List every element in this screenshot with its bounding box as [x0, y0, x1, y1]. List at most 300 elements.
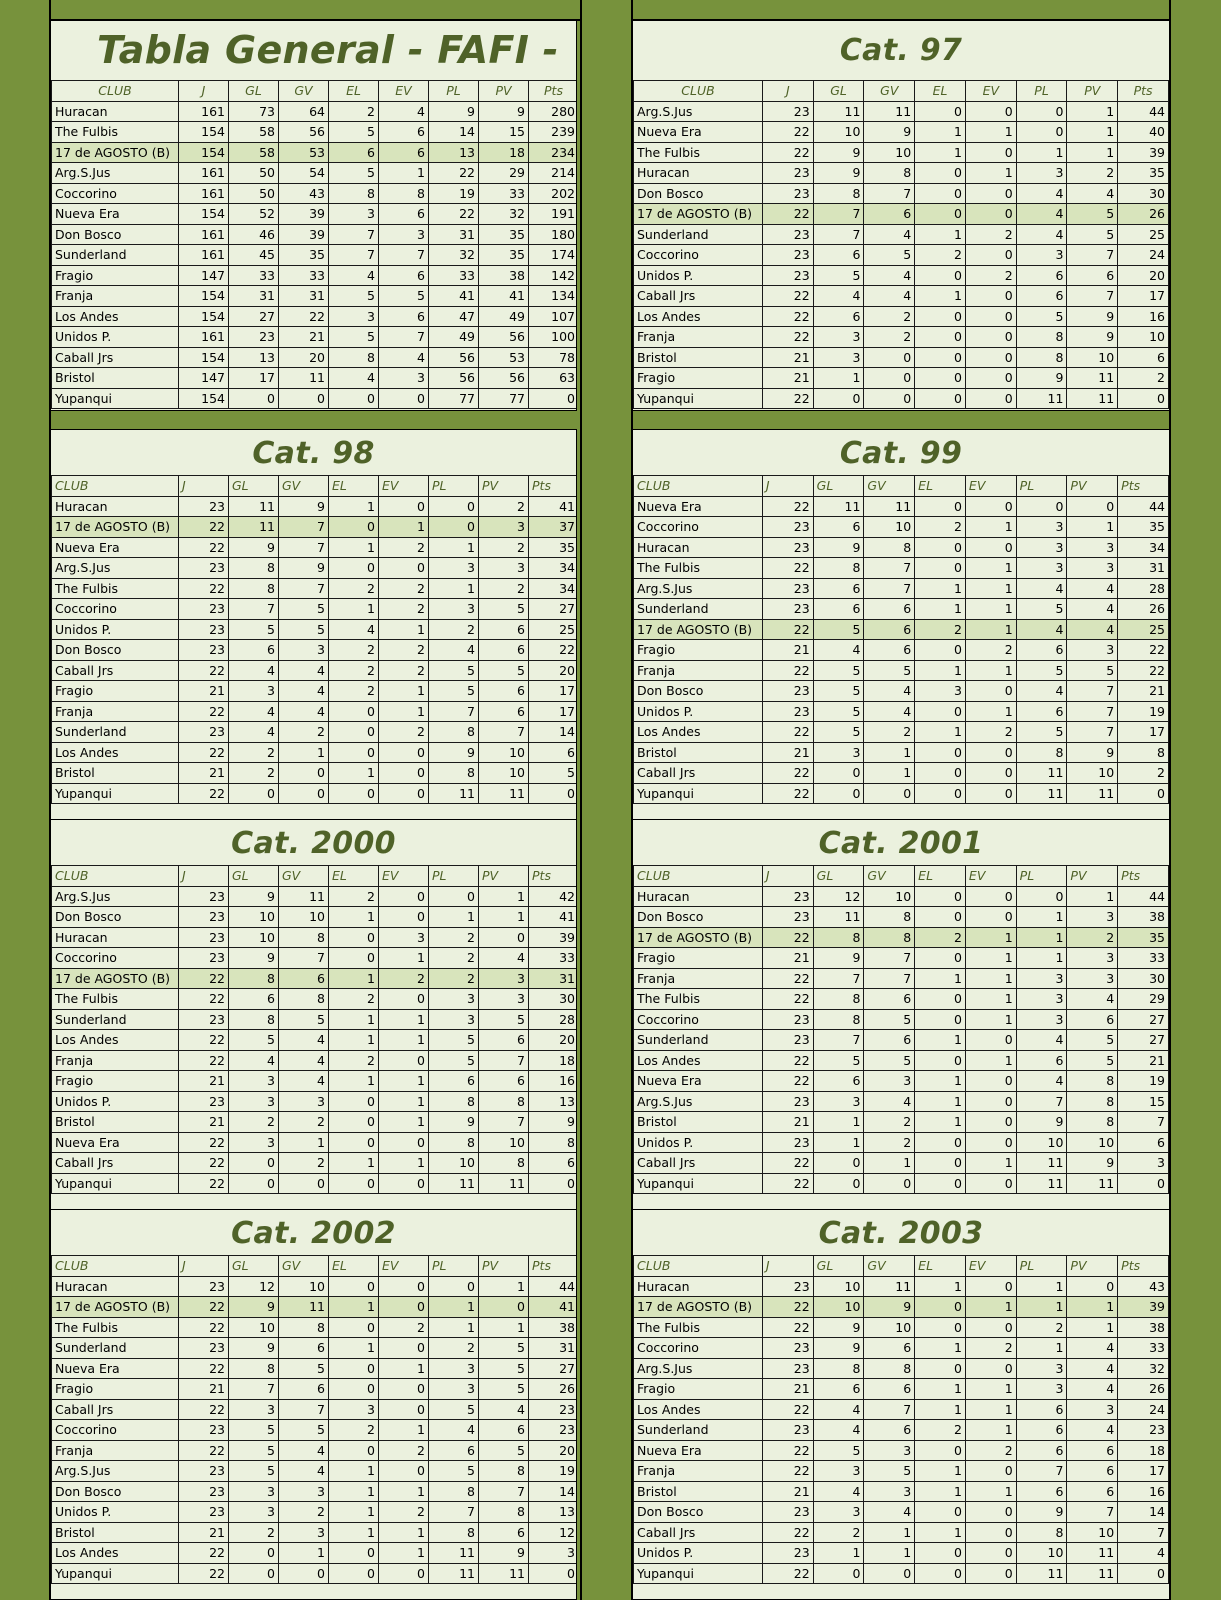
stat-cell: 64 — [279, 101, 329, 122]
stat-cell: 17 — [1118, 286, 1169, 307]
stat-cell: 11 — [864, 496, 915, 517]
stat-cell: 154 — [179, 286, 229, 307]
stat-cell: 0 — [1067, 1276, 1118, 1297]
stat-cell: 0 — [229, 1543, 279, 1564]
stat-cell: 53 — [279, 142, 329, 163]
stat-cell: 2 — [479, 578, 529, 599]
stat-cell: 1 — [915, 224, 966, 245]
stat-cell: 0 — [915, 496, 966, 517]
stat-cell: 0 — [1016, 886, 1067, 907]
table-row — [634, 1009, 1169, 1030]
stat-cell: 22 — [429, 163, 479, 184]
header-row — [52, 476, 578, 497]
stat-cell: 4 — [279, 681, 329, 702]
stat-cell: 0 — [965, 245, 1016, 266]
stat-cell: 9 — [813, 948, 864, 969]
stat-cell: 1 — [479, 907, 529, 928]
stat-cell: 6 — [379, 265, 429, 286]
stat-cell: 14 — [1118, 1502, 1169, 1523]
stat-cell: 10 — [279, 907, 329, 928]
stat-cell: 0 — [379, 1276, 429, 1297]
stat-cell: 34 — [1118, 537, 1169, 558]
stat-cell: 6 — [1016, 265, 1067, 286]
stat-cell: 4 — [1067, 599, 1118, 620]
stat-cell: 23 — [762, 1543, 813, 1564]
club-name-cell: Don Bosco — [634, 1502, 763, 1523]
stat-cell: 2 — [429, 619, 479, 640]
stat-cell: 41 — [429, 286, 479, 307]
stat-cell: 1 — [329, 1009, 379, 1030]
stat-cell: 0 — [864, 368, 915, 389]
stat-cell: 9 — [1067, 306, 1118, 327]
stat-cell: 5 — [813, 681, 864, 702]
stat-cell: 5 — [429, 681, 479, 702]
table-row — [52, 1009, 578, 1030]
stat-cell: 0 — [965, 537, 1016, 558]
stat-cell: 23 — [762, 1420, 813, 1441]
stat-cell: 0 — [329, 927, 379, 948]
stat-cell: 23 — [179, 1009, 229, 1030]
stat-cell: 0 — [379, 1461, 429, 1482]
stat-cell: 0 — [965, 681, 1016, 702]
stat-cell: 1 — [329, 763, 379, 784]
stat-cell: 30 — [1118, 968, 1169, 989]
stat-cell: 23 — [762, 183, 813, 204]
stat-cell: 26 — [1118, 204, 1169, 225]
stat-cell: 0 — [379, 1399, 429, 1420]
stat-cell: 3 — [329, 1399, 379, 1420]
standings-table — [51, 865, 577, 1194]
stat-cell: 8 — [479, 1502, 529, 1523]
stat-cell: 0 — [915, 368, 966, 389]
table-row — [634, 1091, 1169, 1112]
stat-cell: 12 — [813, 886, 864, 907]
stat-cell: 0 — [379, 388, 429, 409]
stat-cell: 0 — [329, 1112, 379, 1133]
stat-cell: 22 — [179, 1399, 229, 1420]
stat-cell: 22 — [762, 1297, 813, 1318]
stat-cell: 23 — [762, 245, 813, 266]
stat-cell: 17 — [529, 681, 578, 702]
table-row — [634, 722, 1169, 743]
stat-cell: 6 — [229, 640, 279, 661]
stat-cell: 40 — [1118, 122, 1169, 143]
stat-cell: 0 — [813, 388, 864, 409]
stat-cell: 0 — [329, 701, 379, 722]
stat-cell: 1 — [329, 1153, 379, 1174]
club-name-cell: Coccorino — [52, 599, 179, 620]
stat-cell: 6 — [813, 1071, 864, 1092]
stat-cell: 33 — [1118, 1338, 1169, 1359]
stat-cell: 10 — [813, 1297, 864, 1318]
stat-cell: 11 — [229, 496, 279, 517]
stat-cell: 1 — [379, 1009, 429, 1030]
stat-cell: 2 — [864, 1112, 915, 1133]
stat-cell: 1 — [965, 558, 1016, 579]
column-header: Pts — [1118, 476, 1169, 497]
stat-cell: 1 — [915, 968, 966, 989]
stat-cell: 7 — [1118, 1522, 1169, 1543]
stat-cell: 3 — [1016, 245, 1067, 266]
stat-cell: 1 — [379, 1112, 429, 1133]
stat-cell: 1 — [915, 122, 966, 143]
stat-cell: 2 — [329, 660, 379, 681]
stat-cell: 4 — [229, 660, 279, 681]
stat-cell: 8 — [813, 989, 864, 1010]
stat-cell: 3 — [1016, 537, 1067, 558]
stat-cell: 21 — [762, 347, 813, 368]
table-row — [52, 1112, 578, 1133]
stat-cell: 5 — [229, 1420, 279, 1441]
stat-cell: 44 — [1118, 101, 1169, 122]
stat-cell: 154 — [179, 388, 229, 409]
stat-cell: 7 — [429, 1502, 479, 1523]
header-row — [634, 1256, 1169, 1277]
stat-cell: 11 — [429, 1543, 479, 1564]
stat-cell: 13 — [529, 1091, 578, 1112]
stat-cell: 2 — [813, 1522, 864, 1543]
club-name-cell: 17 de AGOSTO (B) — [634, 619, 763, 640]
stat-cell: 0 — [1118, 1563, 1169, 1584]
stat-cell: 6 — [1016, 1440, 1067, 1461]
stat-cell: 0 — [379, 1563, 429, 1584]
stat-cell: 30 — [1118, 183, 1169, 204]
column-header: J — [179, 1256, 229, 1277]
stat-cell: 22 — [762, 927, 813, 948]
stat-cell: 2 — [329, 578, 379, 599]
stat-cell: 174 — [529, 245, 578, 266]
stat-cell: 1 — [965, 517, 1016, 538]
column-header: PV — [479, 866, 529, 887]
stat-cell: 2 — [1067, 927, 1118, 948]
table-row — [52, 1091, 578, 1112]
table-row — [634, 989, 1169, 1010]
stat-cell: 9 — [813, 163, 864, 184]
column-header: EL — [915, 866, 966, 887]
table-row — [634, 783, 1169, 804]
stat-cell: 1 — [329, 1461, 379, 1482]
stat-cell: 6 — [864, 640, 915, 661]
table-row — [634, 701, 1169, 722]
stat-cell: 3 — [379, 368, 429, 389]
stat-cell: 16 — [529, 1071, 578, 1092]
stat-cell: 23 — [762, 224, 813, 245]
club-name-cell: Unidos P. — [634, 701, 763, 722]
stat-cell: 0 — [1016, 122, 1067, 143]
stat-cell: 1 — [1016, 948, 1067, 969]
stat-cell: 1 — [1016, 1338, 1067, 1359]
table-row — [52, 783, 578, 804]
stat-cell: 5 — [429, 1399, 479, 1420]
stat-cell: 0 — [915, 742, 966, 763]
column-header: Pts — [529, 1256, 578, 1277]
stat-cell: 4 — [813, 1481, 864, 1502]
stat-cell: 3 — [279, 1522, 329, 1543]
stat-cell: 23 — [762, 578, 813, 599]
stat-cell: 33 — [479, 183, 529, 204]
stat-cell: 5 — [813, 701, 864, 722]
stat-cell: 5 — [479, 1338, 529, 1359]
club-name-cell: Coccorino — [634, 1338, 763, 1359]
stat-cell: 4 — [229, 722, 279, 743]
stat-cell: 0 — [379, 1379, 429, 1400]
table-row — [52, 681, 578, 702]
stat-cell: 22 — [179, 1132, 229, 1153]
stat-cell: 39 — [1118, 1297, 1169, 1318]
stat-cell: 1 — [329, 1030, 379, 1051]
column-header: PV — [479, 1256, 529, 1277]
table-row — [52, 1502, 578, 1523]
stat-cell: 8 — [1016, 1522, 1067, 1543]
stat-cell: 8 — [1118, 742, 1169, 763]
club-name-cell: 17 de AGOSTO (B) — [52, 517, 179, 538]
stat-cell: 7 — [864, 558, 915, 579]
stat-cell: 8 — [329, 347, 379, 368]
stat-cell: 6 — [1067, 1461, 1118, 1482]
stat-cell: 1 — [864, 742, 915, 763]
stat-cell: 23 — [762, 1338, 813, 1359]
stat-cell: 234 — [529, 142, 578, 163]
standings-table-panel — [632, 1209, 1170, 1600]
stat-cell: 1 — [329, 1297, 379, 1318]
stat-cell: 6 — [864, 204, 915, 225]
club-name-cell: Coccorino — [52, 1420, 179, 1441]
stat-cell: 22 — [279, 306, 329, 327]
stat-cell: 0 — [329, 783, 379, 804]
grid-line — [580, 0, 582, 1600]
club-name-cell: Don Bosco — [52, 224, 179, 245]
stat-cell: 2 — [1118, 368, 1169, 389]
stat-cell: 27 — [1118, 1030, 1169, 1051]
stat-cell: 0 — [229, 1563, 279, 1584]
stat-cell: 11 — [279, 886, 329, 907]
stat-cell: 31 — [279, 286, 329, 307]
stat-cell: 1 — [965, 1481, 1016, 1502]
stat-cell: 191 — [529, 204, 578, 225]
stat-cell: 5 — [1067, 660, 1118, 681]
stat-cell: 2 — [915, 245, 966, 266]
stat-cell: 8 — [229, 558, 279, 579]
table-row — [52, 1338, 578, 1359]
club-name-cell: Caball Jrs — [634, 1153, 763, 1174]
table-row — [634, 1030, 1169, 1051]
stat-cell: 8 — [429, 722, 479, 743]
stat-cell: 6 — [529, 742, 578, 763]
stat-cell: 49 — [479, 306, 529, 327]
stat-cell: 154 — [179, 122, 229, 143]
stat-cell: 56 — [479, 327, 529, 348]
club-name-cell: Los Andes — [634, 306, 763, 327]
header-row — [634, 866, 1169, 887]
stat-cell: 21 — [179, 763, 229, 784]
stat-cell: 8 — [1067, 1091, 1118, 1112]
stat-cell: 0 — [1016, 101, 1067, 122]
stat-cell: 9 — [864, 122, 915, 143]
stat-cell: 23 — [762, 599, 813, 620]
stat-cell: 0 — [915, 1563, 966, 1584]
stat-cell: 0 — [915, 1317, 966, 1338]
stat-cell: 23 — [762, 101, 813, 122]
stat-cell: 26 — [1118, 1379, 1169, 1400]
stat-cell: 2 — [864, 1132, 915, 1153]
stat-cell: 2 — [379, 1317, 429, 1338]
stat-cell: 0 — [813, 1563, 864, 1584]
table-row — [634, 1071, 1169, 1092]
stat-cell: 56 — [429, 368, 479, 389]
column-header: PL — [429, 1256, 479, 1277]
stat-cell: 23 — [179, 907, 229, 928]
stat-cell: 23 — [762, 681, 813, 702]
stat-cell: 214 — [529, 163, 578, 184]
stat-cell: 11 — [1067, 388, 1118, 409]
stat-cell: 1 — [1067, 142, 1118, 163]
table-row — [634, 1440, 1169, 1461]
column-header: Pts — [529, 81, 578, 102]
stat-cell: 4 — [229, 1050, 279, 1071]
column-header: GV — [279, 476, 329, 497]
stat-cell: 22 — [762, 1153, 813, 1174]
column-header: GV — [279, 81, 329, 102]
table-row — [634, 1543, 1169, 1564]
stat-cell: 3 — [1067, 1399, 1118, 1420]
stat-cell: 3 — [279, 640, 329, 661]
stat-cell: 3 — [229, 1071, 279, 1092]
stat-cell: 2 — [429, 948, 479, 969]
stat-cell: 1 — [915, 1461, 966, 1482]
table-row — [634, 1338, 1169, 1359]
stat-cell: 6 — [864, 1420, 915, 1441]
stat-cell: 0 — [379, 1050, 429, 1071]
stat-cell: 17 — [529, 701, 578, 722]
table-row — [634, 1153, 1169, 1174]
stat-cell: 22 — [762, 327, 813, 348]
stat-cell: 0 — [965, 101, 1016, 122]
standings-table-panel — [50, 819, 577, 1210]
stat-cell: 1 — [915, 1522, 966, 1543]
stat-cell: 25 — [1118, 619, 1169, 640]
stat-cell: 10 — [479, 1132, 529, 1153]
stat-cell: 31 — [429, 224, 479, 245]
stat-cell: 5 — [429, 660, 479, 681]
stat-cell: 2 — [965, 224, 1016, 245]
table-row — [634, 1358, 1169, 1379]
stat-cell: 2 — [864, 306, 915, 327]
stat-cell: 21 — [762, 948, 813, 969]
stat-cell: 8 — [429, 1522, 479, 1543]
stat-cell: 6 — [279, 1379, 329, 1400]
stat-cell: 6 — [1016, 1420, 1067, 1441]
stat-cell: 3 — [479, 558, 529, 579]
stat-cell: 0 — [379, 1173, 429, 1194]
stat-cell: 34 — [529, 558, 578, 579]
stat-cell: 0 — [965, 347, 1016, 368]
table-row — [52, 517, 578, 538]
stat-cell: 9 — [479, 1543, 529, 1564]
stat-cell: 0 — [229, 388, 279, 409]
column-header: CLUB — [634, 81, 763, 102]
stat-cell: 0 — [915, 306, 966, 327]
stat-cell: 10 — [813, 1276, 864, 1297]
stat-cell: 9 — [279, 558, 329, 579]
club-name-cell: Nueva Era — [634, 1071, 763, 1092]
stat-cell: 100 — [529, 327, 578, 348]
stat-cell: 2 — [329, 1420, 379, 1441]
stat-cell: 49 — [429, 327, 479, 348]
stat-cell: 0 — [965, 286, 1016, 307]
stat-cell: 3 — [864, 1481, 915, 1502]
standings-table-panel — [632, 429, 1170, 820]
stat-cell: 22 — [179, 1297, 229, 1318]
stat-cell: 161 — [179, 163, 229, 184]
stat-cell: 6 — [864, 989, 915, 1010]
stat-cell: 9 — [1067, 742, 1118, 763]
stat-cell: 4 — [1067, 1338, 1118, 1359]
stat-cell: 3 — [1016, 517, 1067, 538]
stat-cell: 9 — [429, 742, 479, 763]
stat-cell: 6 — [1118, 347, 1169, 368]
stat-cell: 1 — [1067, 101, 1118, 122]
table-row — [52, 496, 578, 517]
stat-cell: 22 — [179, 517, 229, 538]
stat-cell: 11 — [429, 1563, 479, 1584]
club-name-cell: Fragio — [52, 1071, 179, 1092]
stat-cell: 5 — [229, 619, 279, 640]
stat-cell: 0 — [915, 907, 966, 928]
column-header: GL — [229, 866, 279, 887]
stat-cell: 6 — [864, 1338, 915, 1359]
stat-cell: 1 — [429, 1297, 479, 1318]
club-name-cell: Sunderland — [634, 224, 763, 245]
stat-cell: 0 — [915, 763, 966, 784]
stat-cell: 5 — [813, 660, 864, 681]
stat-cell: 6 — [429, 1071, 479, 1092]
club-name-cell: Caball Jrs — [52, 1399, 179, 1420]
club-name-cell: The Fulbis — [52, 1317, 179, 1338]
club-name-cell: Sunderland — [52, 1338, 179, 1359]
stat-cell: 34 — [529, 578, 578, 599]
club-name-cell: Huracan — [634, 537, 763, 558]
stat-cell: 23 — [179, 886, 229, 907]
stat-cell: 23 — [179, 1091, 229, 1112]
stat-cell: 0 — [329, 742, 379, 763]
column-header: CLUB — [52, 1256, 179, 1277]
stat-cell: 9 — [229, 1338, 279, 1359]
stat-cell: 7 — [864, 183, 915, 204]
column-header: EV — [379, 1256, 429, 1277]
stat-cell: 2 — [1016, 1317, 1067, 1338]
stat-cell: 7 — [1067, 286, 1118, 307]
column-header: PV — [1067, 81, 1118, 102]
table-row — [634, 948, 1169, 969]
stat-cell: 26 — [529, 1379, 578, 1400]
stat-cell: 41 — [529, 907, 578, 928]
stat-cell: 8 — [329, 183, 379, 204]
stat-cell: 4 — [279, 1050, 329, 1071]
stat-cell: 47 — [429, 306, 479, 327]
club-name-cell: Arg.S.Jus — [634, 1091, 763, 1112]
stat-cell: 11 — [429, 783, 479, 804]
stat-cell: 5 — [1067, 1030, 1118, 1051]
stat-cell: 0 — [965, 1173, 1016, 1194]
table-row — [52, 722, 578, 743]
stat-cell: 7 — [479, 1481, 529, 1502]
stat-cell: 21 — [1118, 1050, 1169, 1071]
stat-cell: 2 — [229, 1522, 279, 1543]
stat-cell: 1 — [279, 1543, 329, 1564]
stat-cell: 42 — [529, 886, 578, 907]
stat-cell: 13 — [229, 347, 279, 368]
stat-cell: 3 — [1118, 1153, 1169, 1174]
